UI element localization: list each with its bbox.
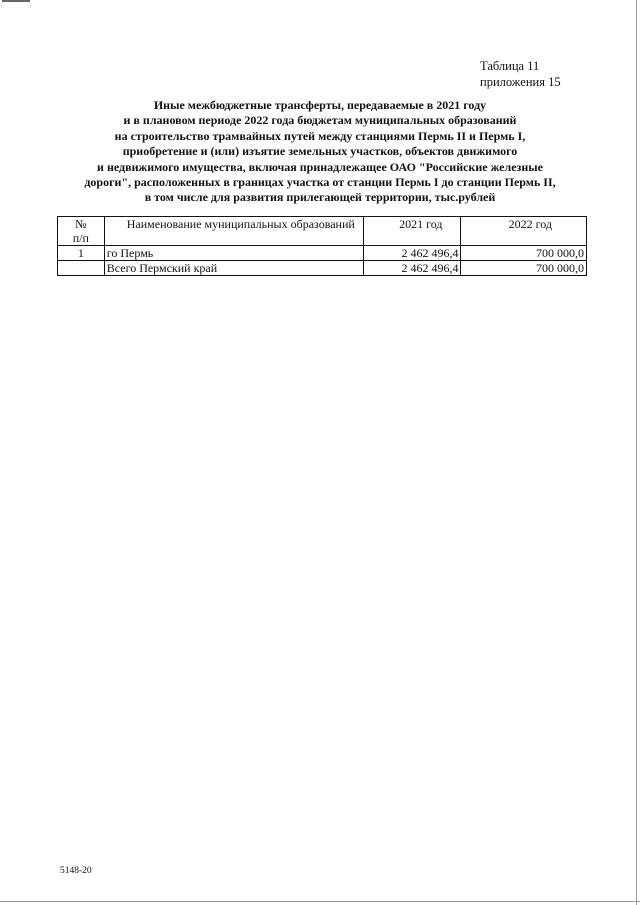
cell-2021: 2 462 496,4: [363, 246, 461, 261]
header-num: [58, 217, 105, 246]
cell-2022: 700 000,0: [461, 246, 587, 261]
table-row-total: [58, 261, 587, 276]
cell-num: 1: [58, 246, 105, 261]
reference-appendix-number: приложения 15: [480, 75, 561, 89]
table-header-row: [58, 217, 587, 246]
cell-2022: 700 000,0: [461, 261, 587, 276]
document-code: 5148-20: [60, 866, 92, 876]
table-row: [58, 246, 587, 261]
reference-table-number: Таблица 11: [480, 59, 540, 73]
title-line: и в плановом периоде 2022 года бюджетам муниципальных образований: [123, 113, 517, 128]
transfers-table: [57, 216, 587, 276]
title-line: дороги", расположенных в границах участка от станции Пермь I до станции Пермь II,: [84, 175, 556, 190]
header-num-line2: п/п: [72, 231, 89, 245]
title-line: и недвижимого имущества, включая принадлежащее ОАО "Российские железные: [97, 159, 543, 174]
scan-border-bottom: [0, 901, 640, 902]
title-line: в том числе для развития прилегающей территории, тыс.рублей: [144, 190, 496, 205]
cell-2021: 2 462 496,4: [363, 261, 461, 276]
title-line: на строительство трамвайных путей между станциями Пермь II и Пермь I,: [114, 128, 526, 143]
cell-name: го Пермь: [104, 246, 363, 261]
header-2022: 2022 год: [461, 217, 587, 246]
header-2021: 2021 год: [363, 217, 461, 246]
table-reference: [480, 58, 561, 90]
document-title: [60, 98, 580, 206]
scan-border-right: [636, 0, 637, 905]
header-num-line1: №: [75, 217, 87, 231]
cell-num: [58, 261, 105, 276]
scan-edge-mark: [2, 0, 30, 2]
header-name: Наименование муниципальных образований: [104, 217, 363, 246]
title-line: приобретение и (или) изъятие земельных участков, объектов движимого: [122, 144, 518, 159]
cell-name: Всего Пермский край: [104, 261, 363, 276]
title-line: Иные межбюджетные трансферты, передаваемые в 2021 году: [153, 98, 487, 112]
